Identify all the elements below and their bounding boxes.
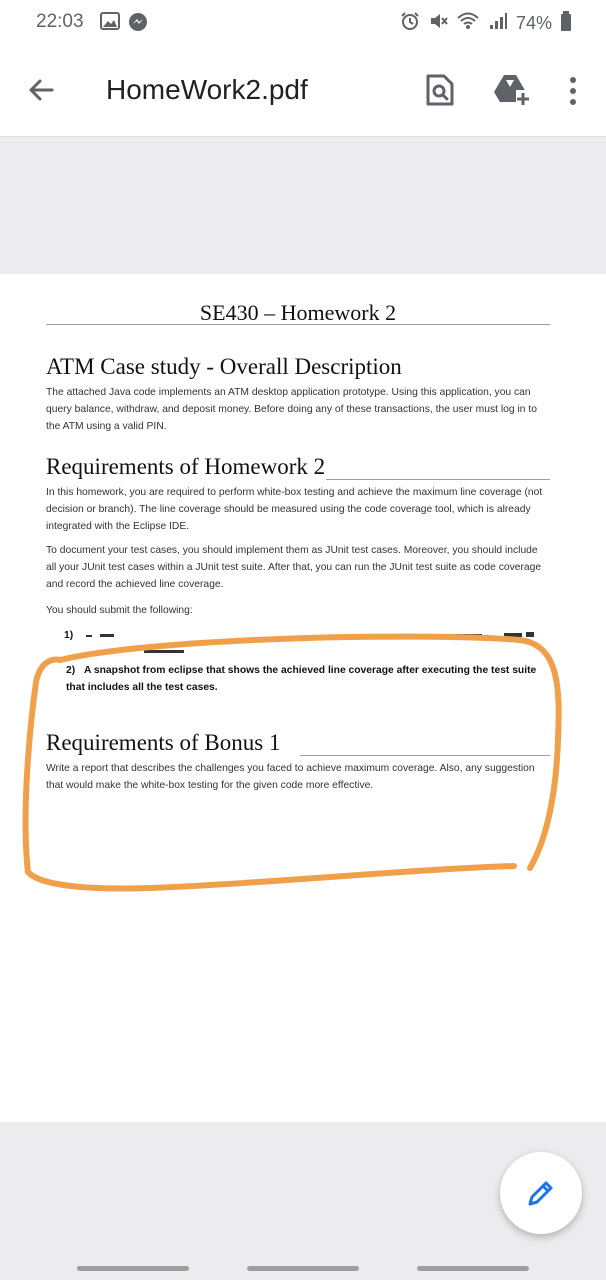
divider [300, 755, 550, 756]
list-item-text: A snapshot from eclipse that shows the achieved line coverage after executing the test suite that includes all the test cases. [66, 665, 537, 693]
list-item-number: 1) [64, 630, 74, 641]
status-bar [0, 0, 606, 46]
alarm-icon [400, 11, 420, 36]
paragraph: In this homework, you are required to perform white-box testing and achieve the maximum line coverage (not decision or branch). The line coverage should be measured using the code coverage tool, which is already integrated with the Eclipse IDE. [46, 487, 543, 532]
divider [326, 479, 550, 480]
messenger-icon [128, 12, 148, 37]
doc-title: SE430 – Homework 2 [199, 300, 397, 325]
paragraph: To document your test cases, you should implement them as JUnit test cases. Moreover, you should include all your JUnit test cases within a JUnit test suite. After that, you can run the JUnit test suite as code coverage and record the achieved line coverage. [46, 545, 542, 590]
paragraph: You should submit the following: [46, 605, 193, 616]
obscured-text [64, 630, 550, 654]
status-time: 22:03 [36, 11, 84, 32]
nav-back[interactable] [417, 1266, 529, 1271]
edit-pencil-icon [525, 1177, 557, 1209]
add-to-drive-icon [492, 72, 530, 108]
edit-fab[interactable] [500, 1152, 582, 1234]
search-document-button[interactable] [424, 72, 456, 108]
nav-recents[interactable] [77, 1266, 189, 1271]
more-options-button[interactable] [566, 74, 580, 108]
nav-home[interactable] [247, 1266, 359, 1271]
list-item-number: 2) [66, 665, 76, 676]
section-heading: Requirements of Bonus 1 [46, 730, 281, 755]
back-button[interactable] [24, 72, 60, 108]
add-to-drive-button[interactable] [492, 72, 530, 108]
section-heading: ATM Case study - Overall Description [46, 354, 402, 379]
search-document-icon [424, 72, 456, 108]
arrow-back-icon [24, 72, 60, 108]
divider [46, 324, 550, 325]
list-item [66, 662, 546, 696]
image-icon [100, 12, 120, 37]
pdf-page[interactable] [0, 274, 606, 1122]
more-options-icon [566, 74, 580, 108]
paragraph: The attached Java code implements an ATM desktop application prototype. Using this application, you can query balance, withdraw, and deposit money. Before doing any of these transactions, the user must log in to the ATM using a valid PIN. [46, 387, 537, 432]
signal-icon [488, 11, 508, 36]
battery-percent: 74% [515, 13, 552, 33]
section-heading: Requirements of Homework 2 [46, 454, 326, 479]
battery-icon [560, 11, 572, 36]
mute-icon [428, 11, 448, 36]
list-item [64, 630, 550, 654]
wifi-icon [456, 11, 480, 36]
app-bar [0, 46, 606, 137]
document-title: HomeWork2.pdf [106, 74, 308, 105]
paragraph: Write a report that describes the challenges you faced to achieve maximum coverage. Also, any suggestion that would make the white-box testing for the given code more effective. [46, 763, 535, 791]
